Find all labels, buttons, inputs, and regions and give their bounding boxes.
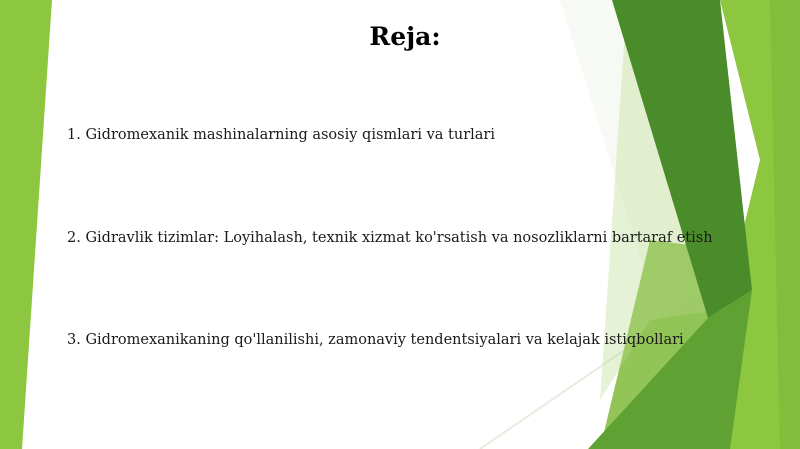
slide-title: Reja: (369, 22, 441, 51)
agenda-item-3: 3. Gidromexanikaning qo'llanilishi, zamonaviy tendentsiyalari va kelajak istiqbollari (67, 332, 684, 348)
agenda-item-1: 1. Gidromexanik mashinalarning asosiy qismlari va turlari (67, 127, 496, 143)
agenda-item-2: 2. Gidravlik tizimlar: Loyihalash, texnik xizmat ko'rsatish va nosozliklarni bartaraf etish (67, 230, 713, 246)
left-green-wedge (0, 0, 52, 449)
